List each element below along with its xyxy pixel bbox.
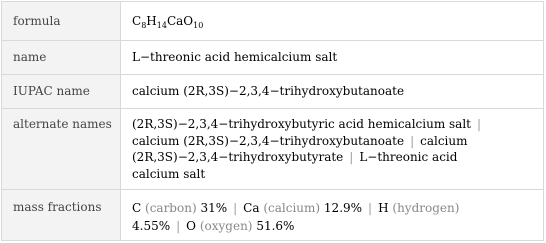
element-symbol: Ca: [243, 201, 260, 215]
name-row: [2, 40, 543, 74]
name-label: name: [2, 41, 121, 74]
formula-row: [2, 2, 543, 40]
element-name: (hydrogen): [392, 201, 460, 215]
formula-value: [121, 2, 543, 40]
separator: |: [233, 201, 238, 215]
alternate-name: (2R,3S)−2,3,4−trihydroxybutyric acid hemicalcium salt: [132, 117, 471, 131]
element-name: (carbon): [145, 201, 197, 215]
separator: |: [176, 219, 181, 233]
separator: |: [476, 117, 482, 131]
iupac-label: IUPAC name: [2, 75, 121, 108]
formula-c-sub: 8: [141, 21, 147, 30]
mass-fractions-label: mass fractions: [2, 190, 121, 240]
alternate-name-3-part1: calcium: [420, 133, 468, 148]
alternate-names-row: [2, 108, 543, 189]
alternate-name-4-part2: calcium salt: [132, 166, 206, 181]
element-percent: 31%: [200, 201, 228, 215]
formula-h-sub: 14: [156, 21, 167, 30]
element-name: (oxygen): [199, 219, 253, 233]
element-name: (calcium): [263, 201, 321, 215]
formula-o-sub: 10: [193, 21, 204, 30]
name-value: L−threonic acid hemicalcium salt: [132, 50, 338, 64]
formula-c: C: [132, 14, 142, 28]
element-percent: 4.55%: [132, 219, 171, 233]
alternate-name-4-part1: L−threonic acid: [359, 150, 458, 164]
separator: |: [349, 150, 354, 164]
formula-h: H: [146, 14, 157, 28]
mass-fractions-row: [2, 189, 543, 240]
element-symbol: H: [378, 201, 389, 215]
alternate-names-label: alternate names: [2, 109, 121, 189]
iupac-row: [2, 74, 543, 108]
separator: |: [368, 201, 373, 215]
properties-table: [1, 1, 544, 241]
element-percent: 51.6%: [256, 219, 295, 233]
alternate-name-3-part2: (2R,3S)−2,3,4−trihydroxybutyrate: [132, 150, 344, 164]
alternate-name: calcium (2R,3S)−2,3,4−trihydroxybutanoate: [132, 133, 405, 148]
formula-rest: CaO: [166, 14, 194, 28]
element-percent: 12.9%: [323, 201, 363, 215]
formula-label: formula: [2, 2, 121, 40]
separator: |: [410, 133, 415, 148]
iupac-value: calcium (2R,3S)−2,3,4−trihydroxybutanoate: [132, 84, 405, 98]
mass-fractions-value: [121, 190, 543, 240]
element-symbol: C: [132, 201, 142, 215]
element-symbol: O: [186, 219, 197, 233]
alternate-names-value: [121, 109, 543, 189]
